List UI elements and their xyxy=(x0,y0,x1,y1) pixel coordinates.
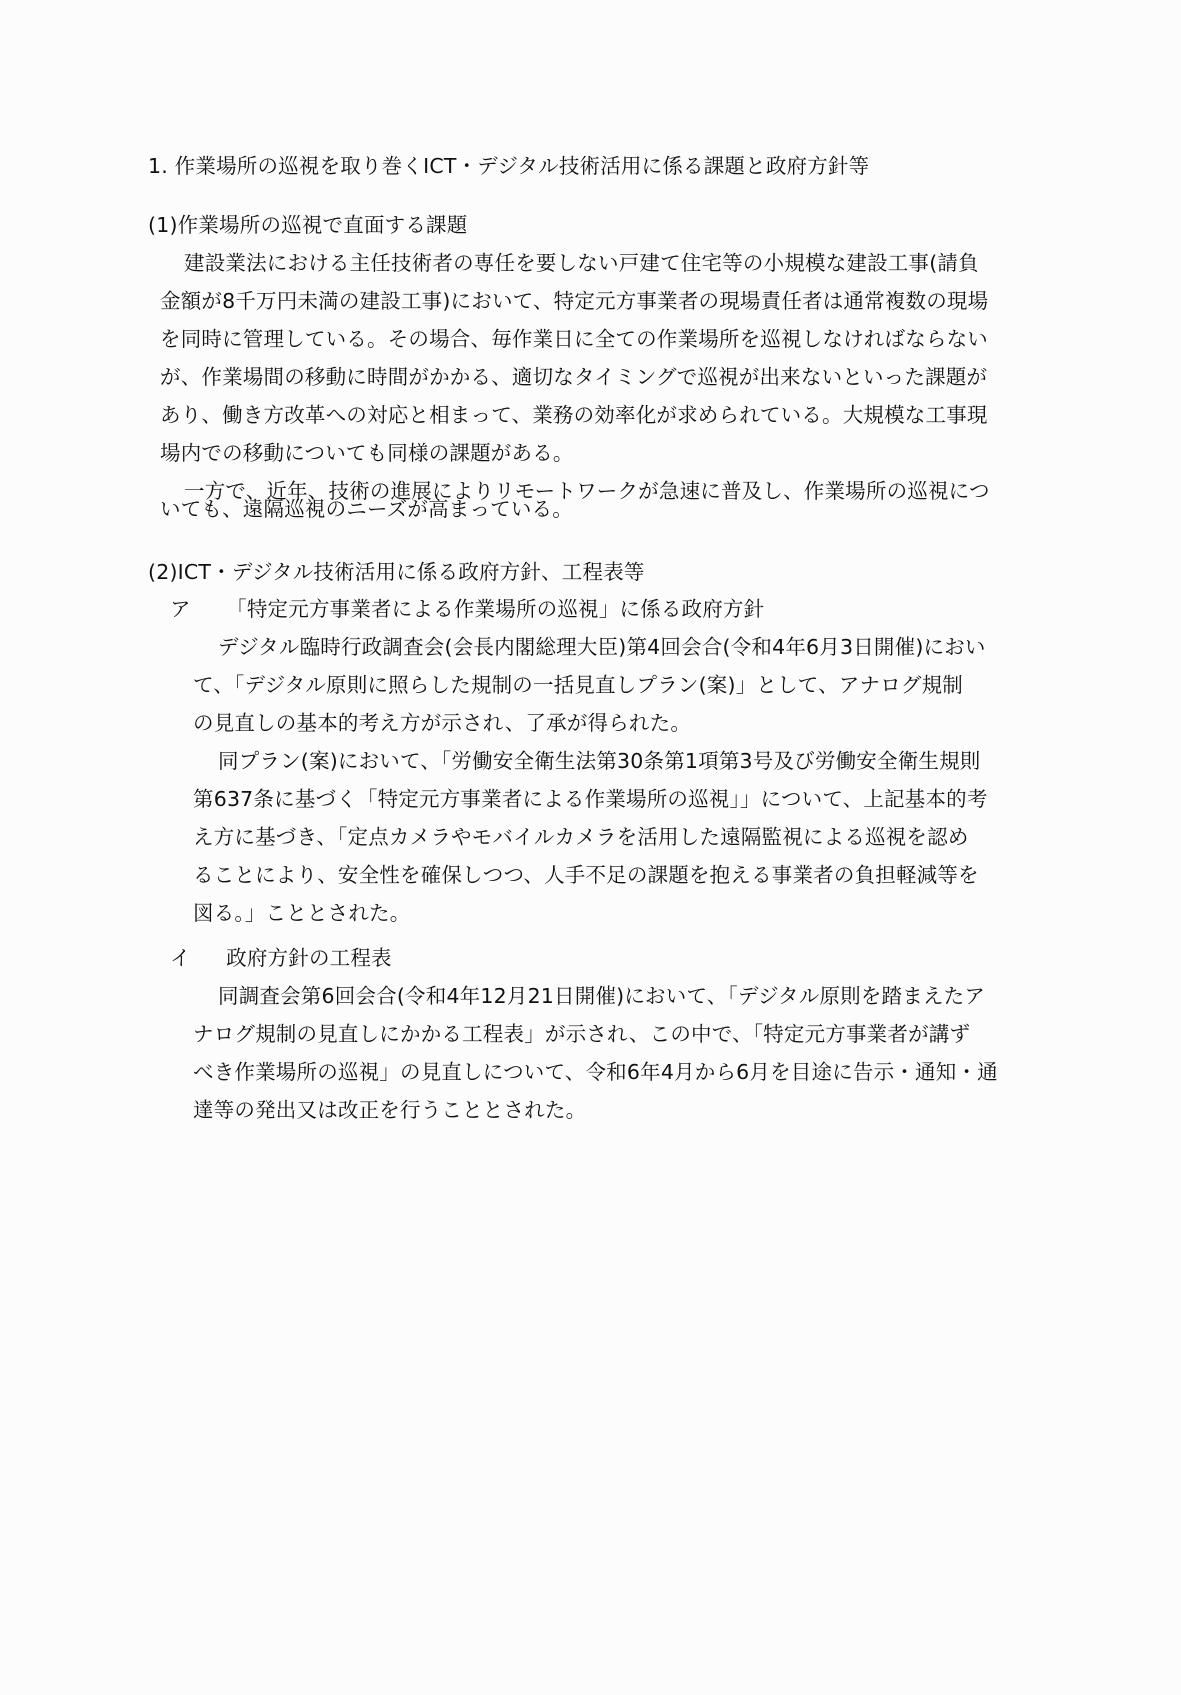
subsection-b-title: 政府方針の工程表 xyxy=(226,946,392,970)
subsection-a-paragraph-1-line-1: デジタル臨時行政調査会(会長内閣総理大臣)第4回会合(令和4年6月3日開催)におい xyxy=(218,635,986,659)
main-heading: 1. 作業場所の巡視を取り巻くICT・デジタル技術活用に係る課題と政府方針等 xyxy=(148,154,870,178)
subsection-a-paragraph-2-line-2: 第637条に基づく「特定元方事業者による作業場所の巡視」」について、上記基本的考 xyxy=(193,787,988,811)
subsection-a-paragraph-1-line-2: て、「デジタル原則に照らした規制の一括見直しプラン(案)」として、アナログ規制 xyxy=(193,673,963,697)
subsection-a-paragraph-2-line-4: ることにより、安全性を確保しつつ、人手不足の課題を抱える事業者の負担軽減等を xyxy=(193,863,979,887)
section-1-paragraph-1-line-3: を同時に管理している。その場合、毎作業日に全ての作業場所を巡視しなければならない xyxy=(160,327,988,351)
subsection-a-paragraph-2-line-1: 同プラン(案)において、「労働安全衛生法第30条第1項第3号及び労働安全衛生規則 xyxy=(218,749,981,773)
section-1-title: (1)作業場所の巡視で直面する課題 xyxy=(148,213,468,237)
section-1-paragraph-1-line-2: 金額が8千万円未満の建設工事)において、特定元方事業者の現場責任者は通常複数の現場 xyxy=(160,289,989,313)
subsection-b-paragraph-line-1: 同調査会第6回会合(令和4年12月21日開催)において、「デジタル原則を踏まえたア xyxy=(218,984,986,1008)
subsection-a-paragraph-2-line-3: え方に基づき、「定点カメラやモバイルカメラを活用した遠隔監視による巡視を認め xyxy=(193,825,969,849)
subsection-b-paragraph-line-3: べき作業場所の巡視」の見直しについて、令和6年4月から6月を目途に告示・通知・通 xyxy=(193,1060,998,1084)
subsection-a-paragraph-2-line-5: 図る。」こととされた。 xyxy=(193,901,411,925)
section-1-paragraph-2-line-1: 一方で、近年、技術の進展によりリモートワークが急速に普及し、作業場所の巡視につ xyxy=(184,479,990,503)
subsection-a-marker: ア xyxy=(170,597,191,621)
section-1-paragraph-1-line-6: 場内での移動についても同様の課題がある。 xyxy=(160,441,574,465)
section-1-paragraph-2-line-2: いても、遠隔巡視のニーズが高まっている。 xyxy=(160,497,573,521)
subsection-a-title: 「特定元方事業者による作業場所の巡視」に係る政府方針 xyxy=(226,597,765,621)
subsection-a-heading xyxy=(170,596,764,622)
subsection-b-paragraph-line-4: 達等の発出又は改正を行うこととされた。 xyxy=(193,1098,587,1122)
subsection-a-paragraph-1-line-3: の見直しの基本的考え方が示され、了承が得られた。 xyxy=(193,711,692,735)
subsection-b-heading xyxy=(170,945,392,971)
section-1-paragraph-1-line-4: が、作業場間の移動に時間がかかる、適切なタイミングで巡視が出来ないといった課題が xyxy=(160,365,988,389)
section-2-title: (2)ICT・デジタル技術活用に係る政府方針、工程表等 xyxy=(148,560,645,584)
subsection-b-paragraph-line-2: ナログ規制の見直しにかかる工程表」が示され、この中で、「特定元方事業者が講ず xyxy=(193,1022,971,1046)
section-1-paragraph-1-line-1: 建設業法における主任技術者の専任を要しない戸建て住宅等の小規模な建設工事(請負 xyxy=(184,251,979,275)
section-1-paragraph-1-line-5: あり、働き方改革への対応と相まって、業務の効率化が求められている。大規模な工事現 xyxy=(160,403,988,427)
subsection-b-marker: イ xyxy=(170,946,191,970)
